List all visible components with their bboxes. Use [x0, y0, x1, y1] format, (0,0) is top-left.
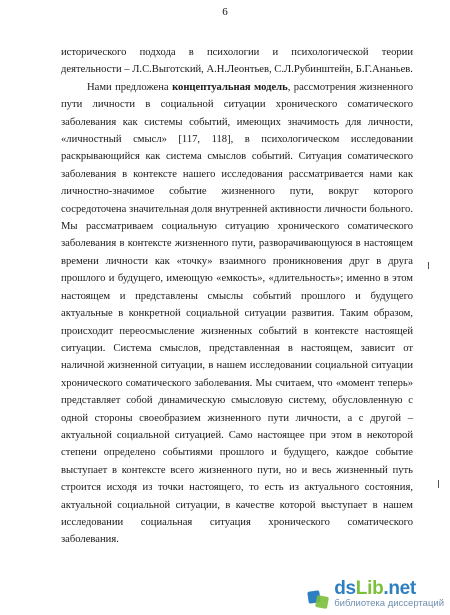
text-line: заболевания. — [61, 534, 119, 546]
text-line: деятельности – Л.С.Выготский, А.Н.Леонтьев, С.Л.Рубинштейн, Б.Г.Ананьев. — [61, 64, 413, 76]
text-line: актуальной социальной ситуацией. Само настоящее при этом в некоторой — [61, 429, 413, 441]
text-line: заболевания в контексте нашего исследования рассматривается нами как — [61, 168, 413, 180]
text-line: времени личности как «точку» взаимного проникновения друг в друга — [61, 255, 413, 267]
text-line: актуальной социальной ситуации, в качестве которой выступает в нашем — [61, 499, 413, 511]
text-line: Нами предложена концептуальная модель, рассмотрения жизненного — [87, 81, 413, 93]
body-text — [61, 44, 413, 549]
text-line: сосредоточена значительная доля внутренней активности личности больного. — [61, 203, 413, 215]
dslib-logo-icon — [308, 589, 330, 609]
text-line: исторического подхода в психологии и психологической теории — [61, 47, 413, 58]
text-line: заболевания как системы событий, имеющих значимость для личности, — [61, 116, 413, 128]
bold-term: концептуальная модель — [172, 81, 288, 93]
text-line: выступает в контексте всего жизненного пути, но и весь жизненный путь — [61, 464, 413, 476]
text-line: одной стороны своеобразием жизненного пути личности, а с другой – — [61, 412, 413, 424]
text-line: раскрывающийся как система смыслов событий. Ситуация соматического — [61, 151, 413, 163]
margin-mark — [428, 262, 429, 269]
text-line: строится исходя из точки настоящего, то есть из актуального состояния, — [61, 482, 413, 494]
text-line: ситуации. Система смыслов, представленная в настоящем, зависит от — [61, 342, 413, 354]
text-line: заболевания в контексте жизненного пути, разворачивающуюся в настоящем — [61, 238, 413, 250]
watermark-domain: dsLib.net — [334, 578, 416, 599]
text-line: прошлого и будущего, имеющую «емкость», «длительность»; именно в этом — [61, 273, 413, 285]
text-line: пути личности в социальной ситуации хронического соматического — [61, 99, 413, 111]
text-line: Мы рассматриваем социальную ситуацию хронического соматического — [61, 221, 413, 233]
text-line: степени определено событиями прошлого и будущего, каждое событие — [61, 447, 413, 459]
text-line: происходит переосмысление жизненных событий в контексте настоящей — [61, 325, 413, 337]
text-line: представляет собой динамическую смысловую систему, обусловленную с — [61, 395, 413, 407]
text-line: хронического соматического заболевания. Мы считаем, что «момент теперь» — [61, 377, 413, 389]
text-line: исследовании социальная ситуация хронического соматического — [61, 516, 413, 528]
text-line: наличной жизненной ситуации, в нашем исследовании социальной ситуации — [61, 360, 413, 372]
page-number: 6 — [222, 6, 228, 18]
text-line: «личностный смысл» [117, 118], в психологическом исследовании — [61, 134, 413, 146]
text-line: актуальные в конкретной социальной ситуации развития. Таким образом, — [61, 308, 413, 320]
margin-mark — [438, 480, 439, 488]
watermark[interactable] — [308, 580, 444, 609]
text-line: настоящем и представлены смыслы событий прошлого и будущего — [61, 290, 413, 302]
text-line: личностно-значимое событие жизненного пути, вокруг которого — [61, 186, 413, 198]
watermark-subtitle: библиотека диссертаций — [334, 598, 444, 609]
